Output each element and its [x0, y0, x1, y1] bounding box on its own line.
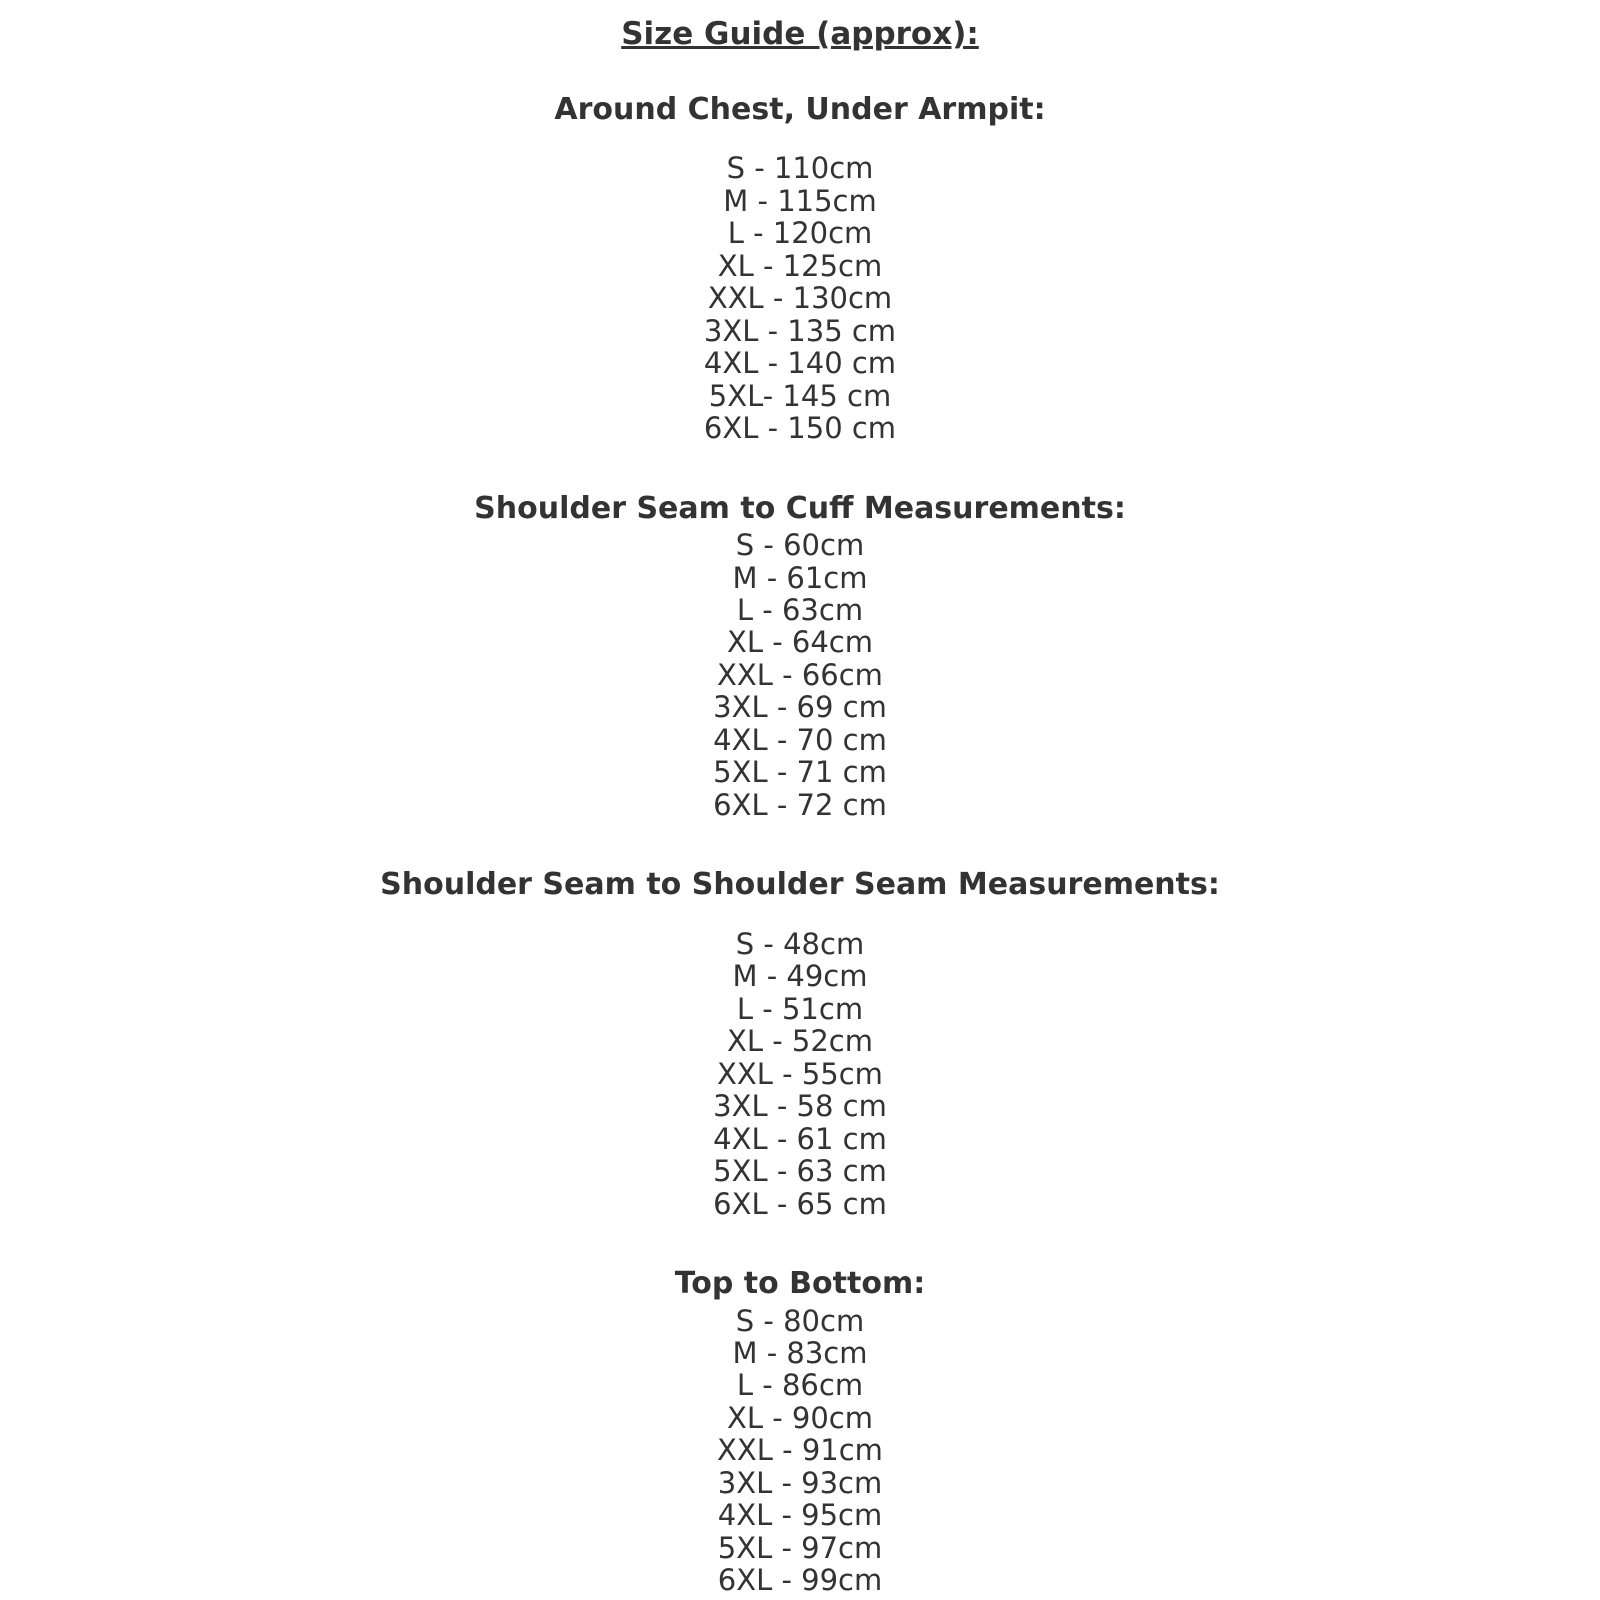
list-item: 3XL - 69 cm — [713, 690, 887, 725]
list-item: XXL - 91cm — [717, 1433, 883, 1468]
section-shoulder-to-cuff — [0, 489, 1600, 822]
list-item: 6XL - 72 cm — [713, 787, 887, 822]
list-item: 4XL - 140 cm — [703, 346, 897, 381]
list-item: 4XL - 61 cm — [713, 1121, 887, 1156]
list-item: S - 80cm — [735, 1303, 865, 1338]
measurement-list — [0, 152, 1600, 444]
list-item: 3XL - 58 cm — [713, 1089, 887, 1124]
list-item: M - 83cm — [732, 1335, 868, 1370]
spacer — [0, 445, 1600, 489]
spacer — [0, 56, 1600, 90]
section-heading: Shoulder Seam to Shoulder Seam Measurements: — [380, 867, 1220, 903]
list-item: L - 51cm — [736, 991, 864, 1026]
list-item: 6XL - 99cm — [717, 1563, 883, 1598]
list-item: S - 48cm — [735, 926, 865, 961]
section-around-chest — [0, 90, 1600, 445]
list-item: L - 120cm — [727, 216, 873, 251]
list-item: M - 49cm — [732, 959, 868, 994]
list-item: M - 61cm — [732, 560, 868, 595]
list-item: 5XL - 71 cm — [713, 755, 887, 790]
measurement-list — [0, 928, 1600, 1220]
list-item: 4XL - 95cm — [717, 1498, 883, 1533]
spacer — [0, 906, 1600, 928]
list-item: S - 60cm — [735, 528, 865, 563]
list-item: XXL - 66cm — [717, 657, 883, 692]
list-item: 5XL - 63 cm — [713, 1154, 887, 1189]
measurement-list — [0, 1305, 1600, 1597]
list-item: 5XL- 145 cm — [708, 378, 892, 413]
list-item: 4XL - 70 cm — [713, 722, 887, 757]
spacer — [0, 1220, 1600, 1264]
spacer — [0, 130, 1600, 152]
list-item: XL - 90cm — [726, 1400, 874, 1435]
list-item: XL - 64cm — [726, 625, 874, 660]
section-top-to-bottom — [0, 1264, 1600, 1597]
list-item: S - 110cm — [726, 151, 874, 186]
list-item: 3XL - 135 cm — [703, 313, 897, 348]
list-item: 5XL - 97cm — [717, 1530, 883, 1565]
list-item: 6XL - 65 cm — [713, 1186, 887, 1221]
spacer — [0, 821, 1600, 865]
list-item: XL - 125cm — [717, 248, 883, 283]
list-item: 3XL - 93cm — [717, 1465, 883, 1500]
list-item: L - 86cm — [736, 1368, 864, 1403]
measurement-list — [0, 529, 1600, 821]
section-heading: Around Chest, Under Armpit: — [554, 91, 1046, 127]
list-item: XXL - 55cm — [717, 1056, 883, 1091]
list-item: 6XL - 150 cm — [703, 411, 897, 446]
page-title: Size Guide (approx): — [621, 16, 979, 52]
section-shoulder-to-shoulder — [0, 865, 1600, 1220]
list-item: M - 115cm — [723, 183, 877, 218]
list-item: XXL - 130cm — [707, 281, 893, 316]
section-heading: Top to Bottom: — [674, 1266, 926, 1301]
list-item: XL - 52cm — [726, 1024, 874, 1059]
section-heading: Shoulder Seam to Cuff Measurements: — [474, 490, 1126, 526]
list-item: L - 63cm — [736, 593, 864, 627]
